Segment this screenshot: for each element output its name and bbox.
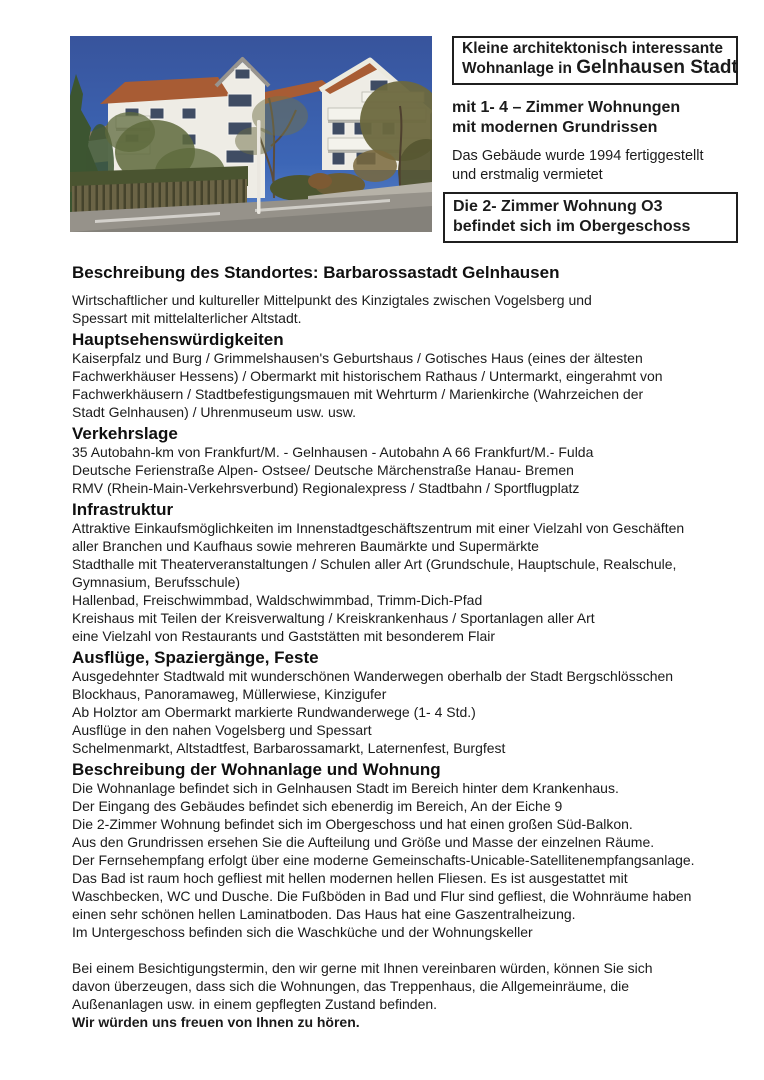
title-line-1: Kleine architektonisch interessante <box>462 40 724 57</box>
header-right-column <box>443 36 738 243</box>
section-body-wohnanlage: Die Wohnanlage befindet sich in Gelnhausen Stadt im Bereich hinter dem Krankenhaus. Der Eingang des Gebäudes befindet sich ebenerdig im Bereich, An der Eiche 9 Die 2-Zimmer Wohnung befindet sich im Obergeschoss und hat einen großen Süd-Balkon. Aus den Grundrissen ersehen Sie die Aufteilung und Größe und Masse der einzelnen Räume. Der Fernsehempfang erfolgt über eine moderne Gemeinschafts-Unicable-Satellitenempfangsanlage. Das Bad ist raum hoch gefliest mit hellen modernen hellen Fliesen. Es ist ausgestattet mit Waschbecken, WC und Dusche. Die Fußböden in Bad und Flur sind gefliest, die Wohnräume haben einen sehr schönen hellen Laminatboden. Das Haus hat eine Gaszentralheizung. Im Untergeschoss befinden sich die Waschküche und der Wohnungskeller <box>72 780 695 940</box>
section-body-standort: Wirtschaftlicher und kultureller Mittelpunkt des Kinzigtales zwischen Vogelsberg und Spessart mit mittelalterlicher Altstadt. <box>72 292 592 326</box>
title-line-2 <box>462 57 738 79</box>
closing-paragraph: Bei einem Besichtigungstermin, den wir gerne mit Ihnen vereinbaren würden, können Sie sich davon überzeugen, dass sich die Wohnungen, das Treppenhaus, die Allgemeinräume, die Außenanlagen usw. in einem gepflegten Zustand befinden. <box>72 960 653 1012</box>
construction-year-note: Das Gebäude wurde 1994 fertiggestellt und erstmalig vermietet <box>452 148 704 183</box>
apartment-location-box: Die 2- Zimmer Wohnung O3 befindet sich im Obergeschoss <box>443 192 738 243</box>
section-heading-ausfluege: Ausflüge, Spaziergänge, Feste <box>72 648 319 667</box>
page-header <box>0 0 764 263</box>
section-body-verkehrslage: 35 Autobahn-km von Frankfurt/M. - Gelnhausen - Autobahn A 66 Frankfurt/M.- Fulda Deutsche Ferienstraße Alpen- Ostsee/ Deutsche Märchenstraße Hanau- Bremen RMV (Rhein-Main-Verkehrsverbund) Regionalexpress / Stadtbahn / Sportflugplatz <box>72 444 594 496</box>
section-heading-infrastruktur: Infrastruktur <box>72 500 174 519</box>
section-body-sehenswuerdigkeiten: Kaiserpfalz und Burg / Grimmelshausen's Geburtshaus / Gotisches Haus (eines der ältesten Fachwerkhäuser Hessens) / Obermarkt mit historischem Rathaus / Untermarkt, eingerahmt von Fachwerkhäusern / Stadtbefestigungsmauen mit Wehrturm / Marienkirche (Wahrzeichen der Stadt Gelnhausen) / Uhrenmuseum usw. usw. <box>72 350 663 420</box>
closing-bold-line: Wir würden uns freuen von Ihnen zu hören. <box>72 1014 360 1030</box>
section-heading-verkehrslage: Verkehrslage <box>72 424 178 443</box>
section-body-ausfluege: Ausgedehnter Stadtwald mit wunderschönen Wanderwegen oberhalb der Stadt Bergschlösschen Blockhaus, Panoramaweg, Müllerwiese, Kinzigufer Ab Holztor am Obermarkt markierte Rundwanderwege (1- 4 Std.) Ausflüge in den nahen Vogelsberg und Spessart Schelmenmarkt, Altstadtfest, Barbarossamarkt, Laternenfest, Burgfest <box>72 668 674 756</box>
apartment-types-subtitle: mit 1- 4 – Zimmer Wohnungen mit modernen Grundrissen <box>452 99 681 136</box>
section-heading-standort: Beschreibung des Standortes: Barbarossastadt Gelnhausen <box>72 263 560 282</box>
title-line-2-prefix: Wohnanlage in <box>462 60 577 77</box>
property-photo <box>70 36 432 232</box>
section-heading-wohnanlage: Beschreibung der Wohnanlage und Wohnung <box>72 760 441 779</box>
document-body <box>0 263 764 1031</box>
city-name: Gelnhausen Stadt <box>576 57 738 78</box>
property-photo-illustration <box>70 36 432 232</box>
section-heading-sehenswuerdigkeiten: Hauptsehenswürdigkeiten <box>72 330 284 349</box>
title-box <box>452 36 738 85</box>
street-lamp-pole <box>257 120 261 214</box>
section-body-infrastruktur: Attraktive Einkaufsmöglichkeiten im Innenstadtgeschäftszentrum mit einer Vielzahl von Geschäften aller Branchen und Kaufhaus sowie mehreren Baumärkte und Supermärkte Stadthalle mit Theaterveranstaltungen / Schulen aller Art (Grundschule, Hauptschule, Realschule, Gymnasium, Berufsschule) Hallenbad, Freischwimmbad, Waldschwimmbad, Trimm-Dich-Pfad Kreishaus mit Teilen der Kreisverwaltung / Kreiskrankenhaus / Sportanlagen aller Art eine Vielzahl von Restaurants und Gaststätten mit besonderem Flair <box>72 520 685 644</box>
